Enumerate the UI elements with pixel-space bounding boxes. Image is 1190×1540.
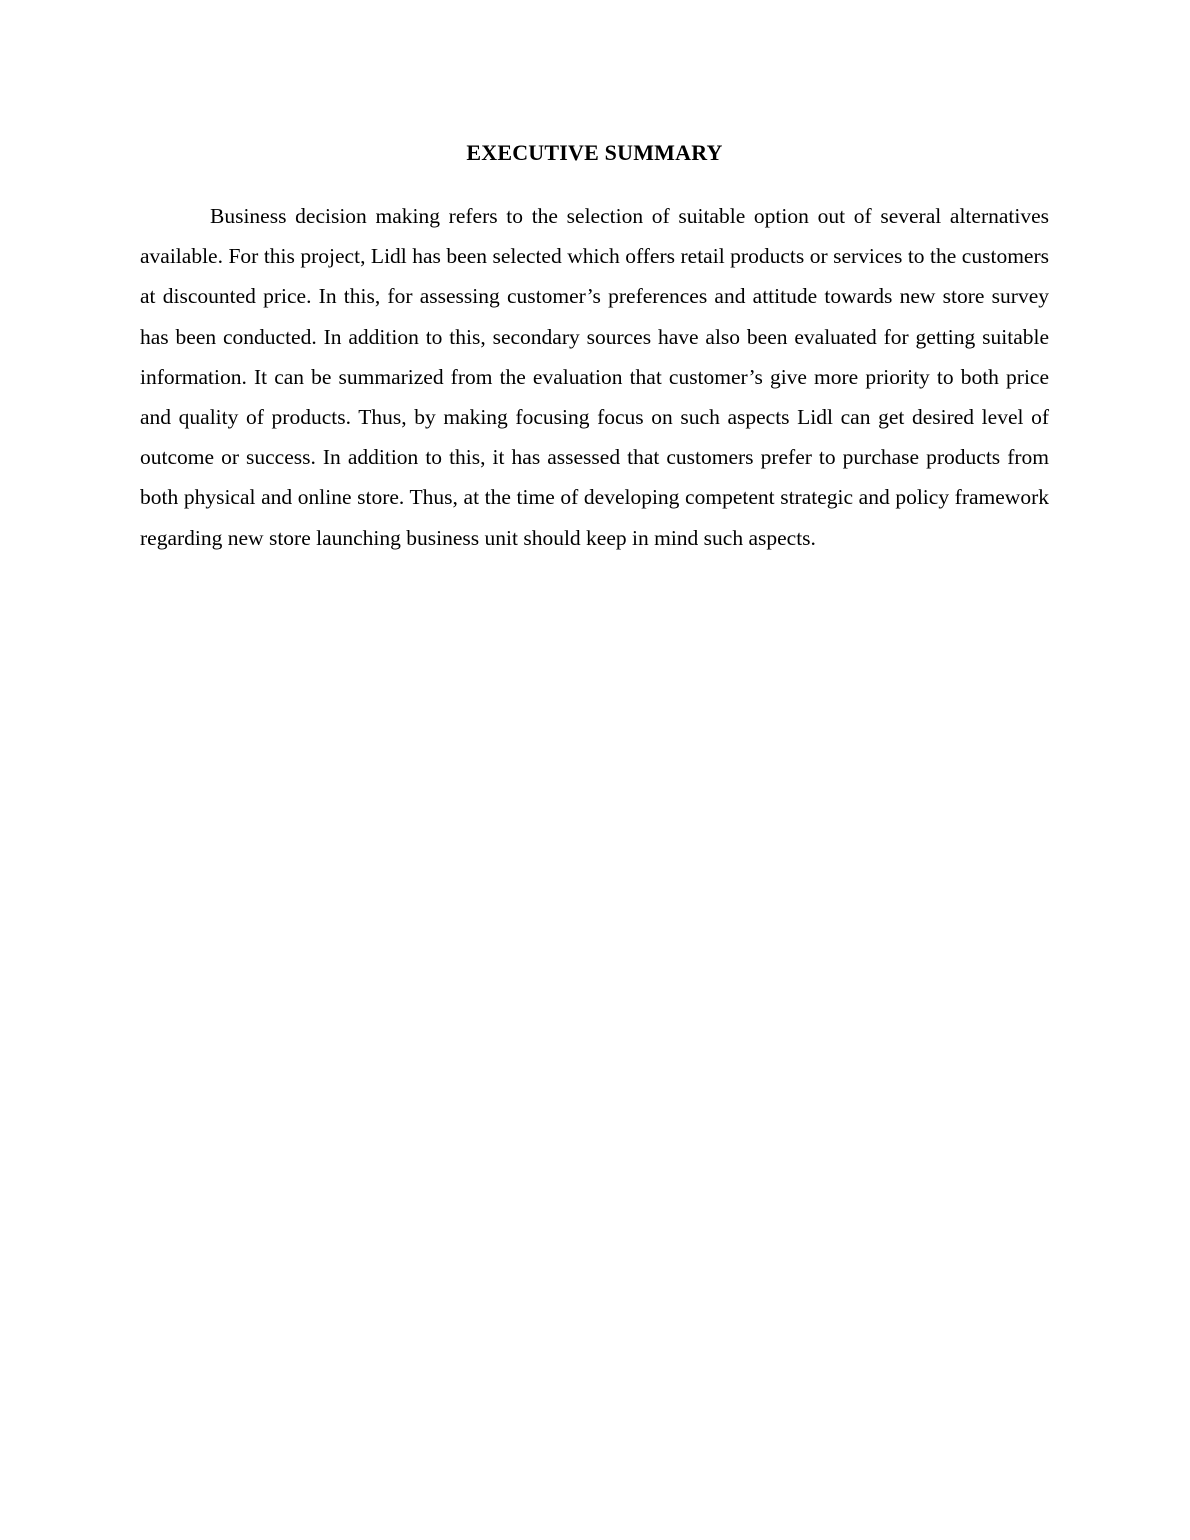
page-title: EXECUTIVE SUMMARY bbox=[466, 140, 723, 165]
summary-paragraph: Business decision making refers to the selection of suitable option out of several alternatives available. For this project, Lidl has been selected which offers retail products or services to the customers at discounted price. In this, for assessing customer’s preferences and attitude towards new store survey has been conducted. In addition to this, secondary sources have also been evaluated for getting suitable information. It can be summarized from the evaluation that customer’s give more priority to both price and quality of products. Thus, by making focusing focus on such aspects Lidl can get desired level of outcome or success. In addition to this, it has assessed that customers prefer to purchase products from both physical and online store. Thus, at the time of developing competent strategic and policy framework regarding new store launching business unit should keep in mind such aspects. bbox=[140, 204, 1049, 550]
page-content bbox=[140, 138, 1049, 558]
